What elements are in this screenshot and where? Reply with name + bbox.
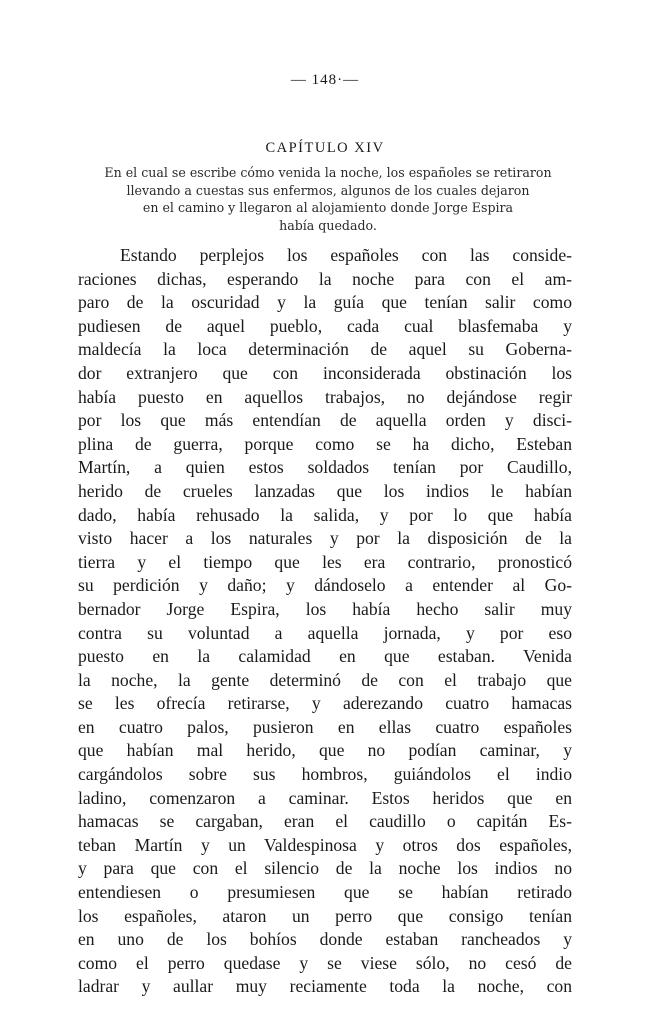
chapter-title: CAPÍTULO XIV [265,140,385,156]
summary-line: en el camino y llegaron al alojamiento donde Jorge Espira [142,200,514,215]
body-line: tierra y el tiempo que les era contrario, pronosticó [78,551,572,572]
body-line: por los que más entendían de aquella orden y disci- [78,410,572,431]
body-line: en cuatro palos, pusieron en ellas cuatro españoles [78,716,572,737]
body-line: en uno de los bohíos donde estaban rancheados y [78,929,572,950]
summary-line: había quedado. [279,217,377,233]
body-line: como el perro quedase y se viese sólo, no cesó de [78,952,572,973]
body-line: la noche, la gente determinó de con el trabajo que [78,669,572,690]
body-line: se les ofrecía retirarse, y aderezando cuatro hamacas [78,693,572,714]
page-number: — 148·— [290,72,360,88]
body-line: ladrar y aullar muy reciamente toda la noche, con [78,976,572,997]
body-line: herido de crueles lanzadas que los indios le habían [78,480,572,501]
body-line: contra su voluntad a aquella jornada, y por eso [78,622,572,643]
body-line: entendiesen o presumiesen que se habían retirado [78,882,572,903]
summary-line: En el cual se escribe cómo venida la noche, los españoles se retiraron [104,165,552,180]
body-line: pudiesen de aquel pueblo, cada cual blasfemaba y [78,315,572,336]
body-line: visto hacer a los naturales y por la disposición de la [78,528,572,549]
body-line: puesto en la calamidad en que estaban. Venida [78,646,572,667]
body-line: había puesto en aquellos trabajos, no dejándose regir [78,386,572,407]
summary-line: llevando a cuestas sus enfermos, algunos de los cuales dejaron [126,182,530,198]
body-paragraph [78,244,572,999]
body-line: raciones dichas, esperando la noche para con el am- [78,268,572,289]
body-line: ladino, comenzaron a caminar. Estos heridos que en [78,787,572,808]
body-line: que habían mal herido, que no podían caminar, y [78,740,572,761]
body-line: dor extranjero que con inconsiderada obstinación los [78,362,572,383]
body-line: su perdición y daño; y dándoselo a entender al Go- [78,575,572,596]
chapter-summary [55,164,601,234]
body-line: cargándolos sobre sus hombros, guiándolos el indio [78,764,572,785]
body-line: bernador Jorge Espira, los había hecho salir muy [78,598,572,619]
body-line: y para que con el silencio de la noche los indios no [78,858,572,879]
body-line: hamacas se cargaban, eran el caudillo o capitán Es- [78,811,572,832]
body-line: los españoles, ataron un perro que consigo tenían [78,905,572,926]
body-line: teban Martín y un Valdespinosa y otros dos españoles, [78,834,572,855]
body-line: plina de guerra, porque como se ha dicho, Esteban [78,433,572,454]
body-line: paro de la oscuridad y la guía que tenían salir como [78,292,572,313]
body-line: maldecía la loca determinación de aquel su Goberna- [78,339,572,360]
body-line: Martín, a quien estos soldados tenían por Caudillo, [78,457,572,478]
body-line: dado, había rehusado la salida, y por lo que había [78,504,572,525]
body-line: Estando perplejos los españoles con las conside- [120,245,572,265]
